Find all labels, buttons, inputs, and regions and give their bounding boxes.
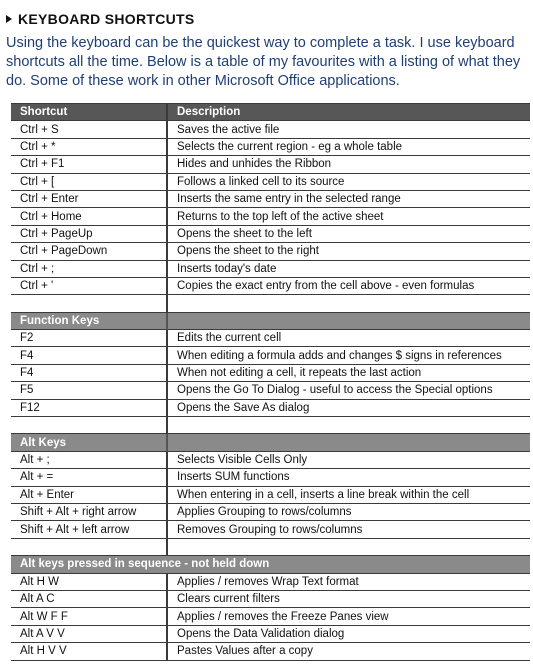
empty-cell: [167, 312, 530, 329]
shortcut-cell: Alt + ;: [11, 451, 167, 468]
empty-cell: [11, 295, 167, 312]
table-row: [11, 225, 530, 242]
description-cell: Returns to the top left of the active sheet: [167, 208, 530, 225]
table-row: [11, 156, 530, 173]
shortcut-cell: Ctrl + *: [11, 138, 167, 155]
description-cell: Opens the Data Validation dialog: [167, 625, 530, 642]
table-row: [11, 347, 530, 364]
alt-sequence-section: [11, 556, 530, 573]
shortcut-cell: Ctrl + F1: [11, 156, 167, 173]
shortcut-cell: F12: [11, 399, 167, 416]
description-cell: Opens the Save As dialog: [167, 399, 530, 416]
empty-cell: [167, 434, 530, 451]
table-row: [11, 190, 530, 207]
description-cell: When editing a formula adds and changes $ signs in references: [167, 347, 530, 364]
triangle-bullet-icon: [6, 15, 12, 23]
description-cell: Applies / removes Wrap Text format: [167, 573, 530, 590]
table-row: [11, 625, 530, 642]
empty-cell: [167, 417, 530, 434]
section-title: Alt Keys: [11, 434, 167, 451]
table-row: [11, 486, 530, 503]
description-cell: When not editing a cell, it repeats the last action: [167, 364, 530, 381]
intro-paragraph: Using the keyboard can be the quickest way to complete a task. I use keyboard shortcuts all the time. Below is a table of my favourites with a listing of what they do. Some of these work in other Microsoft Office applications.: [6, 35, 521, 89]
table-row: [11, 469, 530, 486]
shortcut-cell: Ctrl + ;: [11, 260, 167, 277]
description-cell: Applies / removes the Freeze Panes view: [167, 608, 530, 625]
table-row: [11, 573, 530, 590]
table-row: [11, 451, 530, 468]
shortcut-cell: Ctrl + ': [11, 277, 167, 294]
function-keys-section: [11, 312, 530, 329]
shortcuts-table: [11, 103, 530, 661]
description-cell: Hides and unhides the Ribbon: [167, 156, 530, 173]
description-cell: Saves the active file: [167, 121, 530, 138]
shortcut-cell: Alt H V V: [11, 643, 167, 660]
shortcut-cell: Shift + Alt + left arrow: [11, 521, 167, 538]
description-cell: Pastes Values after a copy: [167, 643, 530, 660]
col-header-shortcut: Shortcut: [11, 104, 167, 121]
description-cell: When entering in a cell, inserts a line break within the cell: [167, 486, 530, 503]
shortcut-cell: Alt W F F: [11, 608, 167, 625]
empty-cell: [167, 295, 530, 312]
description-cell: Clears current filters: [167, 590, 530, 607]
description-cell: Opens the sheet to the left: [167, 225, 530, 242]
table-row: [11, 608, 530, 625]
spacer-row: [11, 295, 530, 312]
table-row: [11, 243, 530, 260]
table-row: [11, 364, 530, 381]
description-cell: Removes Grouping to rows/columns: [167, 521, 530, 538]
description-cell: Inserts SUM functions: [167, 469, 530, 486]
description-cell: Edits the current cell: [167, 330, 530, 347]
spacer-row: [11, 538, 530, 555]
shortcut-cell: Ctrl + [: [11, 173, 167, 190]
table-row: [11, 208, 530, 225]
table-row: [11, 399, 530, 416]
table-row: [11, 138, 530, 155]
description-cell: Follows a linked cell to its source: [167, 173, 530, 190]
shortcut-cell: Ctrl + Home: [11, 208, 167, 225]
empty-cell: [11, 417, 167, 434]
section-heading: [6, 11, 195, 27]
description-cell: Inserts the same entry in the selected range: [167, 190, 530, 207]
table-header-row: [11, 104, 530, 121]
shortcut-cell: Ctrl + S: [11, 121, 167, 138]
shortcut-cell: Alt A V V: [11, 625, 167, 642]
alt-keys-section: [11, 434, 530, 451]
shortcut-cell: Shift + Alt + right arrow: [11, 503, 167, 520]
shortcut-cell: Ctrl + PageDown: [11, 243, 167, 260]
table-row: [11, 521, 530, 538]
shortcut-cell: F2: [11, 330, 167, 347]
section-title: Function Keys: [11, 312, 167, 329]
shortcut-cell: F4: [11, 347, 167, 364]
shortcut-cell: Ctrl + Enter: [11, 190, 167, 207]
shortcut-cell: Ctrl + PageUp: [11, 225, 167, 242]
table-row: [11, 590, 530, 607]
shortcut-cell: Alt + =: [11, 469, 167, 486]
table-row: [11, 643, 530, 660]
table-row: [11, 330, 530, 347]
shortcut-cell: F4: [11, 364, 167, 381]
description-cell: Opens the Go To Dialog - useful to access the Special options: [167, 382, 530, 399]
empty-cell: [167, 538, 530, 555]
table-row: [11, 503, 530, 520]
col-header-description: Description: [167, 104, 530, 121]
shortcut-cell: F5: [11, 382, 167, 399]
table-row: [11, 173, 530, 190]
shortcut-cell: Alt + Enter: [11, 486, 167, 503]
description-cell: Selects the current region - eg a whole table: [167, 138, 530, 155]
spacer-row: [11, 417, 530, 434]
empty-cell: [11, 538, 167, 555]
description-cell: Copies the exact entry from the cell above - even formulas: [167, 277, 530, 294]
heading-text: KEYBOARD SHORTCUTS: [18, 11, 195, 27]
description-cell: Selects Visible Cells Only: [167, 451, 530, 468]
table-row: [11, 382, 530, 399]
table-row: [11, 260, 530, 277]
description-cell: Inserts today's date: [167, 260, 530, 277]
table-row: [11, 121, 530, 138]
section-title: Alt keys pressed in sequence - not held down: [11, 556, 530, 573]
shortcut-cell: Alt H W: [11, 573, 167, 590]
description-cell: Applies Grouping to rows/columns: [167, 503, 530, 520]
table-row: [11, 277, 530, 294]
shortcut-cell: Alt A C: [11, 590, 167, 607]
description-cell: Opens the sheet to the right: [167, 243, 530, 260]
